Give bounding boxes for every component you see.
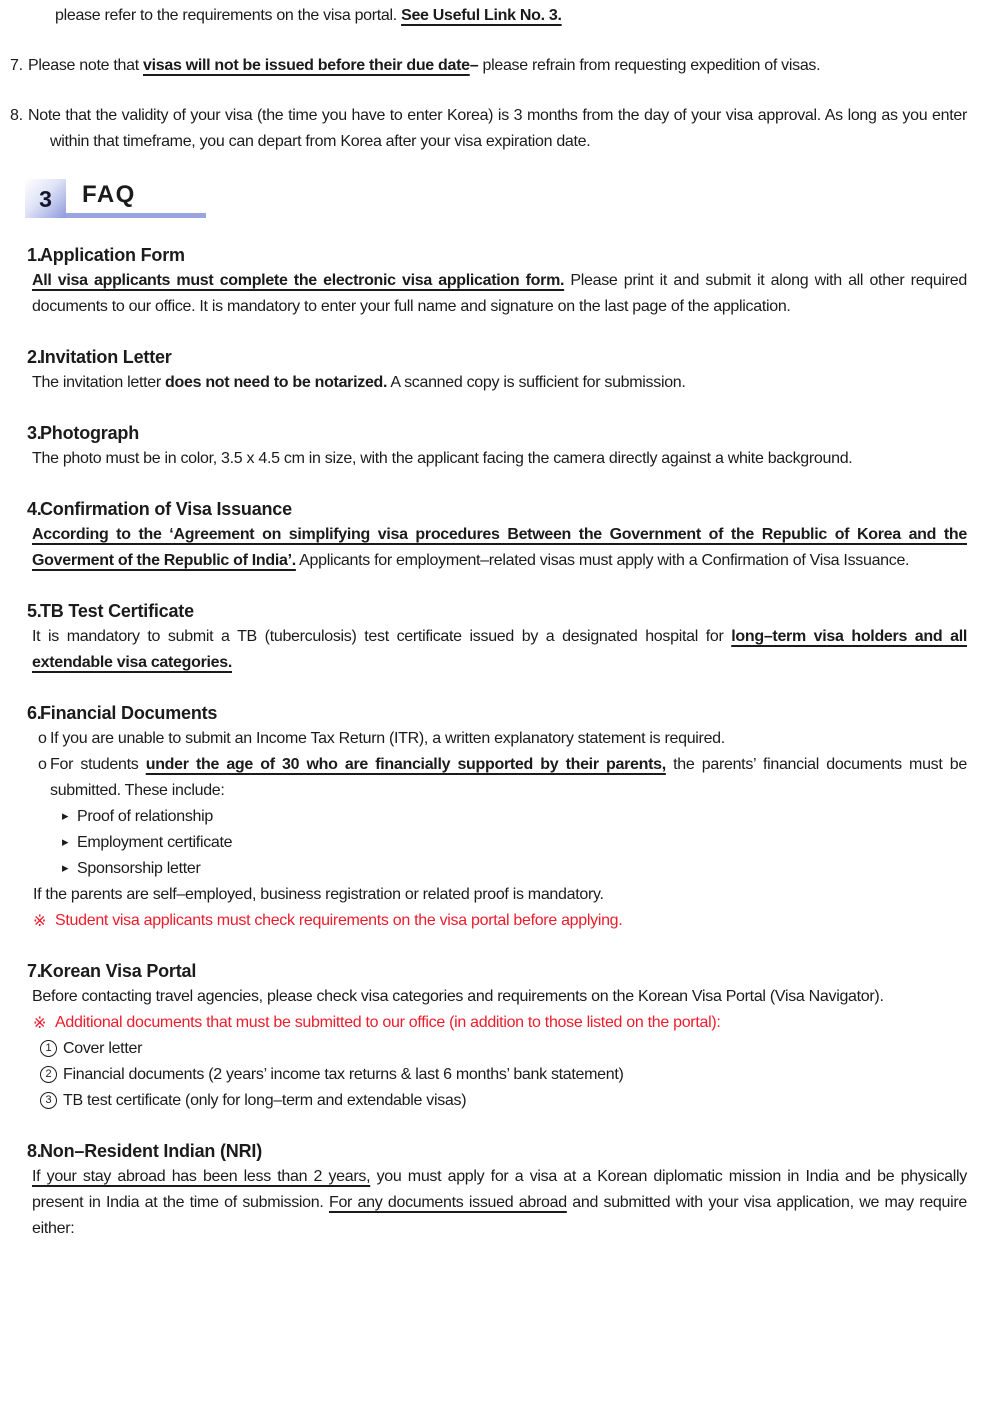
intro-paragraph: [55, 3, 967, 29]
body-text: the parents’ financial documents must be submitted. These include:: [50, 756, 967, 799]
faq-item-heading: [0, 958, 967, 984]
underlined-text: If your stay abroad has been less than 2 years,: [32, 1168, 371, 1185]
faq-item-title: Photograph: [40, 423, 139, 443]
reference-mark-icon: ※: [33, 1013, 47, 1032]
faq-item-heading: [0, 420, 967, 446]
body-text: you must apply for a visa at a Korean diplomatic mission in India and be physically present in India at the time of submission.: [32, 1168, 967, 1211]
body-text: Please print it and submit it along with all other required documents to our office. It is mandatory to enter your full name and signature on the last page of the application.: [32, 272, 967, 315]
warning-note: [33, 908, 967, 934]
faq-item-title: Application Form: [40, 245, 185, 265]
numbered-item-7: [0, 53, 967, 79]
sub-bullet-item: [62, 856, 967, 882]
faq-item-heading: [0, 344, 967, 370]
circled-number-2-icon: 2: [40, 1066, 57, 1083]
triangle-bullet-icon: ▸: [62, 809, 69, 824]
faq-item-tb-test-certificate: [0, 598, 967, 676]
bullet-item: [38, 726, 967, 752]
circle-bullet-icon: o: [38, 730, 47, 747]
intro-text: please refer to the requirements on the visa portal.: [55, 7, 402, 24]
list-item-text: Cover letter: [63, 1040, 143, 1057]
faq-item-body: [32, 624, 967, 676]
bullet-item: [38, 752, 967, 804]
faq-item-title: Confirmation of Visa Issuance: [40, 499, 292, 519]
body-text: For students: [50, 756, 146, 773]
triangle-bullet-icon: ▸: [62, 861, 69, 876]
faq-item-title: Non–Resident Indian (NRI): [40, 1141, 263, 1161]
body-text: A scanned copy is sufficient for submission.: [387, 374, 686, 391]
circled-number-1-icon: 1: [40, 1040, 57, 1057]
circled-number-3-icon: 3: [40, 1092, 57, 1109]
faq-item-application-form: [0, 242, 967, 320]
note-text: If the parents are self–employed, business registration or related proof is mandatory.: [33, 886, 604, 903]
list-item-text: Financial documents (2 years’ income tax returns & last 6 months’ bank statement): [63, 1066, 624, 1083]
useful-link-reference: See Useful Link No. 3.: [401, 7, 562, 24]
sub-bullet-text: Proof of relationship: [77, 808, 214, 825]
faq-item-financial-documents: [0, 700, 967, 934]
faq-item-number: 7.: [27, 961, 42, 981]
circle-bullet-icon: o: [38, 756, 47, 773]
faq-item-title: Invitation Letter: [40, 347, 172, 367]
faq-item-title: Korean Visa Portal: [40, 961, 197, 981]
section-number-badge: 3: [25, 179, 66, 218]
faq-item-heading: [0, 598, 967, 624]
sub-bullet-text: Sponsorship letter: [77, 860, 201, 877]
faq-item-number: 4.: [27, 499, 42, 519]
underlined-text: For any documents issued abroad: [328, 1194, 567, 1211]
faq-item-body: [32, 1164, 967, 1242]
faq-item-body: [32, 370, 967, 396]
item-text: please refrain from requesting expedition of visas.: [478, 57, 821, 74]
faq-item-non-resident-indian: [0, 1138, 967, 1242]
emphasized-text: All visa applicants must complete the electronic visa application form.: [32, 272, 565, 289]
body-text: Applicants for employment–related visas must apply with a Confirmation of Visa Issuance.: [295, 552, 910, 569]
faq-item-number: 3.: [27, 423, 42, 443]
emphasized-text: under the age of 30 who are financially supported by their parents,: [145, 756, 666, 773]
warning-text: Additional documents that must be submitted to our office (in addition to those listed on the portal):: [55, 1014, 721, 1031]
faq-item-number: 2.: [27, 347, 42, 367]
faq-item-body: Before contacting travel agencies, please check visa categories and requirements on the Korean Visa Portal (Visa Navigator).: [32, 988, 884, 1005]
emphasized-text: long–term visa holders and all extendable visa categories.: [32, 628, 967, 671]
numbered-item-8: [0, 103, 967, 155]
faq-item-body: [32, 446, 967, 472]
faq-item-number: 8.: [27, 1141, 42, 1161]
circled-number-item: [40, 1062, 967, 1088]
item-text-emphasis: visas will not be issued before their due date: [143, 57, 470, 74]
item-number: 7.: [10, 57, 23, 74]
emphasized-text: does not need to be notarized.: [165, 374, 388, 391]
faq-item-heading: [0, 700, 967, 726]
body-text: The photo must be in color, 3.5 x 4.5 cm in size, with the applicant facing the camera directly against a white background.: [32, 450, 853, 467]
faq-item-heading: [0, 496, 967, 522]
list-item-text: TB test certificate (only for long–term and extendable visas): [63, 1092, 467, 1109]
circled-number-item: [40, 1036, 967, 1062]
faq-item-heading: [0, 1138, 967, 1164]
faq-item-photograph: [0, 420, 967, 472]
circled-number-item: [40, 1088, 967, 1114]
faq-item-number: 1.: [27, 245, 42, 265]
body-text: The invitation letter: [32, 374, 166, 391]
faq-item-title: TB Test Certificate: [40, 601, 194, 621]
body-text: It is mandatory to submit a TB (tuberculosis) test certificate issued by a designated hospital for: [32, 628, 732, 645]
faq-item-title: Financial Documents: [40, 703, 218, 723]
bullet-text: If you are unable to submit an Income Tax Return (ITR), a written explanatory statement is required.: [50, 730, 725, 747]
sub-bullet-item: [62, 804, 967, 830]
bullet-text: [50, 752, 967, 804]
section-title: FAQ: [66, 179, 206, 218]
faq-item-confirmation-of-visa-issuance: [0, 496, 967, 574]
faq-section-header: [25, 179, 967, 218]
faq-item-number: 5.: [27, 601, 42, 621]
item-text-dash: –: [469, 57, 479, 74]
sub-bullet-text: Employment certificate: [77, 834, 233, 851]
triangle-bullet-icon: ▸: [62, 835, 69, 850]
item-text: Please note that: [28, 57, 143, 74]
faq-item-number: 6.: [27, 703, 42, 723]
sub-bullet-item: [62, 830, 967, 856]
faq-item-heading: [0, 242, 967, 268]
warning-text: Student visa applicants must check requirements on the visa portal before applying.: [55, 912, 623, 929]
item-number: 8.: [10, 107, 23, 124]
item-text: Note that the validity of your visa (the time you have to enter Korea) is 3 months from the day of your visa approval. As long as you enter within that timeframe, you can depart from Korea after your visa expiration date.: [28, 107, 967, 150]
faq-item-body: [32, 522, 967, 574]
warning-note: [33, 1010, 967, 1036]
faq-item-body: [32, 268, 967, 320]
emphasized-text: According to the ‘Agreement on simplifying visa procedures Between the Government of the Republic of Korea and the Goverment of the Republic of India’.: [32, 526, 967, 569]
reference-mark-icon: ※: [33, 911, 47, 930]
body-text: and submitted with your visa application, we may require either:: [32, 1194, 967, 1237]
faq-item-korean-visa-portal: [0, 958, 967, 1114]
faq-item-invitation-letter: [0, 344, 967, 396]
